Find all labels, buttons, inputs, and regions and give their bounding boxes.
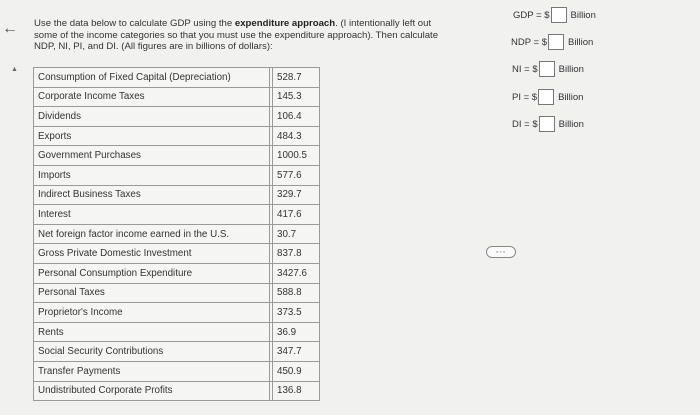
- row-label: Interest: [34, 205, 270, 225]
- row-value: 837.8: [273, 244, 320, 264]
- row-label: Personal Taxes: [34, 283, 270, 303]
- row-label: Rents: [34, 322, 270, 342]
- row-value: 3427.6: [273, 263, 320, 283]
- ni-label: NI = $: [512, 63, 538, 75]
- instructions-line-2: some of the income categories so that you must use the expenditure approach). Then calculate: [34, 29, 439, 41]
- pi-answer-row: [512, 89, 583, 105]
- row-label: Imports: [34, 165, 270, 185]
- ni-answer-row: [512, 61, 584, 77]
- ndp-unit: Billion: [568, 36, 594, 48]
- ni-input[interactable]: [539, 61, 555, 77]
- row-label: Transfer Payments: [34, 361, 270, 381]
- collapse-marker-icon: ▲: [11, 66, 18, 73]
- instructions-line-3: NDP, NI, PI, and DI. (All figures are in billions of dollars):: [34, 41, 273, 52]
- table-row: [34, 381, 320, 401]
- pi-input[interactable]: [538, 89, 554, 105]
- row-value: 373.5: [273, 303, 320, 323]
- pi-label: PI = $: [512, 91, 538, 103]
- row-value: 329.7: [273, 185, 320, 205]
- row-value: 484.3: [273, 126, 320, 146]
- row-value: 30.7: [273, 224, 320, 244]
- ndp-label: NDP = $: [511, 36, 547, 48]
- row-label: Corporate Income Taxes: [34, 87, 270, 107]
- row-value: 36.9: [273, 322, 320, 342]
- table-row: [34, 283, 320, 303]
- pi-unit: Billion: [558, 91, 584, 103]
- instructions-text: [34, 18, 479, 53]
- gdp-unit: Billion: [570, 9, 596, 21]
- scroll-handle[interactable]: ◦◦◦: [486, 246, 516, 258]
- table-row: [34, 68, 320, 88]
- di-input[interactable]: [539, 116, 555, 132]
- table-row: [34, 342, 320, 362]
- row-value: 106.4: [273, 107, 320, 127]
- di-label: DI = $: [512, 118, 538, 130]
- row-value: 450.9: [273, 361, 320, 381]
- row-value: 145.3: [273, 87, 320, 107]
- row-label: Government Purchases: [34, 146, 270, 166]
- row-value: 1000.5: [273, 146, 320, 166]
- table-row: [34, 126, 320, 146]
- gdp-answer-row: [513, 7, 596, 23]
- table-row: [34, 87, 320, 107]
- back-arrow-icon[interactable]: ←: [2, 20, 18, 37]
- table-row: [34, 361, 320, 381]
- row-label: Gross Private Domestic Investment: [34, 244, 270, 264]
- table-row: [34, 185, 320, 205]
- row-value: 528.7: [273, 68, 320, 88]
- row-value: 417.6: [273, 205, 320, 225]
- table-row: [34, 205, 320, 225]
- economic-data-table: [33, 67, 320, 401]
- row-label: Net foreign factor income earned in the U.S.: [34, 224, 270, 244]
- row-value: 136.8: [273, 381, 320, 401]
- table-row: [34, 107, 320, 127]
- row-value: 588.8: [273, 283, 320, 303]
- row-label: Indirect Business Taxes: [34, 185, 270, 205]
- gdp-label: GDP = $: [513, 9, 550, 21]
- row-label: Consumption of Fixed Capital (Depreciation): [34, 68, 270, 88]
- row-label: Social Security Contributions: [34, 342, 270, 362]
- ndp-input[interactable]: [548, 34, 564, 50]
- row-label: Exports: [34, 126, 270, 146]
- row-value: 577.6: [273, 165, 320, 185]
- row-label: Dividends: [34, 107, 270, 127]
- answer-panel: [500, 0, 700, 150]
- row-label: Undistributed Corporate Profits: [34, 381, 270, 401]
- instructions-line-1-end: . (I intentionally left out: [335, 18, 432, 29]
- di-unit: Billion: [558, 118, 584, 130]
- row-value: 347.7: [273, 342, 320, 362]
- table-row: [34, 244, 320, 264]
- table-row: [34, 224, 320, 244]
- table-row: [34, 146, 320, 166]
- table-row: [34, 322, 320, 342]
- gdp-input[interactable]: [551, 7, 567, 23]
- table-row: [34, 303, 320, 323]
- table-row: [34, 263, 320, 283]
- table-row: [34, 165, 320, 185]
- instructions-line-1: [34, 18, 479, 30]
- row-label: Personal Consumption Expenditure: [34, 263, 270, 283]
- row-label: Proprietor's Income: [34, 303, 270, 323]
- ni-unit: Billion: [558, 63, 584, 75]
- instructions-line-1-start: Use the data below to calculate GDP using the: [34, 18, 235, 29]
- ndp-answer-row: [511, 34, 593, 50]
- di-answer-row: [512, 116, 584, 132]
- instructions-emphasis: expenditure approach: [234, 18, 336, 29]
